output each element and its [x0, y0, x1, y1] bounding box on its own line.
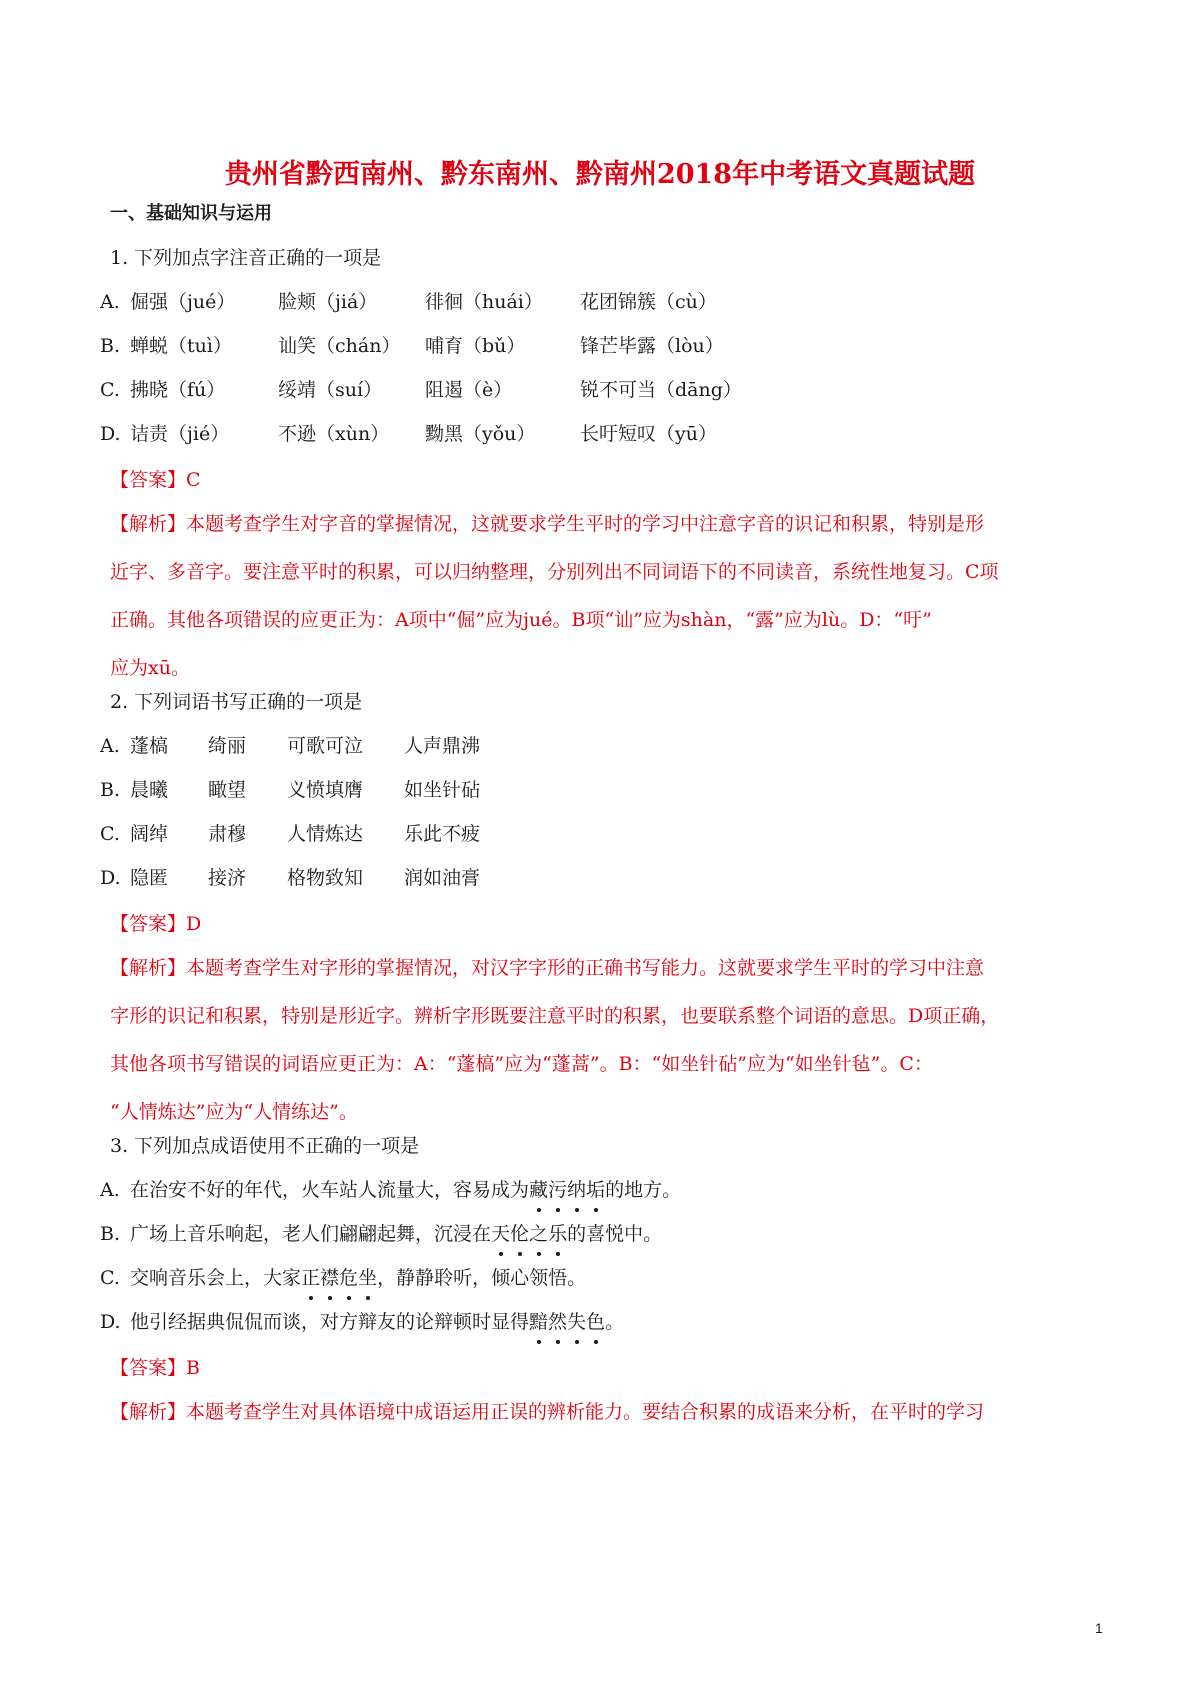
option-b-label: B. — [100, 1223, 121, 1245]
sentence-text: 。 — [605, 1311, 625, 1333]
analysis-tag: 【解析】 — [110, 513, 187, 535]
answer-value: D — [186, 913, 202, 935]
option-a-label: A. — [100, 735, 120, 757]
dotted-character: 正 — [301, 1264, 320, 1292]
sentence-text: 在治安不好的年代，火车站人流量大，容易成为 — [130, 1179, 530, 1201]
analysis-line: “人情炼达”应为“人情练达”。 — [110, 1101, 358, 1123]
dotted-character: 之 — [529, 1220, 548, 1248]
option-a-sentence — [130, 1176, 681, 1204]
sentence-text: ，静静聆听，倾心领悟。 — [377, 1267, 587, 1289]
option-a-item: 倔强（jué） — [130, 291, 236, 313]
dotted-character: 天 — [491, 1220, 510, 1248]
sentence-text: 广场上音乐响起，老人们翩翩起舞，沉浸在 — [130, 1223, 492, 1245]
dotted-idiom — [301, 1267, 377, 1289]
analysis-tag: 【解析】 — [110, 1401, 187, 1423]
option-b-sentence — [130, 1220, 662, 1248]
option-d-item: 润如油膏 — [404, 867, 481, 889]
dotted-character: 黯 — [529, 1308, 548, 1336]
option-d-item: 不逊（xùn） — [278, 423, 390, 445]
question-3-stem: 3. 下列加点成语使用不正确的一项是 — [110, 1135, 420, 1157]
analysis-text: 本题考查学生对字音的掌握情况，这就要求学生平时的学习中注意字音的识记和积累，特别是形 — [186, 513, 985, 535]
option-c-item: 阔绰 — [130, 823, 169, 845]
analysis-line: 其他各项书写错误的词语应更正为：A：“蓬槁”应为“蓬蒿”。B：“如坐针砧”应为“如坐针毡”。C： — [110, 1053, 933, 1075]
dotted-character: 然 — [548, 1308, 567, 1336]
option-d-item: 隐匿 — [130, 867, 169, 889]
dotted-character: 失 — [567, 1308, 586, 1336]
dotted-character: 危 — [339, 1264, 358, 1292]
sentence-text: 的喜悦中。 — [567, 1223, 663, 1245]
option-d-sentence — [130, 1308, 624, 1336]
option-c-item: 乐此不疲 — [404, 823, 481, 845]
answer-tag: 【答案】 — [110, 1357, 187, 1379]
option-c-item: 肃穆 — [208, 823, 247, 845]
dotted-idiom — [529, 1179, 605, 1201]
dotted-character: 纳 — [567, 1176, 586, 1204]
analysis-line: 正确。其他各项错误的应更正为：A项中“倔”应为jué。B项“讪”应为shàn，“露”应为lù。D：“吁” — [110, 609, 932, 631]
option-b-item: 哺育（bǔ） — [425, 335, 526, 357]
option-d-item: 黝黑（yǒu） — [425, 423, 536, 445]
analysis-line — [110, 944, 1100, 992]
option-b-item: 瞰望 — [208, 779, 247, 801]
analysis-text: 本题考查学生对字形的掌握情况，对汉字字形的正确书写能力。这就要求学生平时的学习中注意 — [186, 957, 985, 979]
analysis-line — [110, 1388, 1100, 1436]
question-2-analysis — [110, 944, 1100, 1136]
question-3-analysis — [110, 1388, 1100, 1436]
option-d-item: 格物致知 — [287, 867, 364, 889]
dotted-character: 伦 — [510, 1220, 529, 1248]
option-b-item: 晨曦 — [130, 779, 169, 801]
option-d-label: D. — [100, 1311, 121, 1333]
option-a-item: 人声鼎沸 — [404, 735, 481, 757]
option-a-label: A. — [100, 1179, 120, 1201]
question-2-stem: 2. 下列词语书写正确的一项是 — [110, 691, 363, 713]
option-b-label: B. — [100, 779, 121, 801]
option-c-item: 人情炼达 — [287, 823, 364, 845]
option-d-label: D. — [100, 423, 121, 445]
option-a-item: 花团锦簇（cù） — [580, 291, 717, 313]
option-c-item: 阻遏（è） — [425, 379, 513, 401]
page-number: 1 — [1095, 1620, 1103, 1636]
analysis-line: 字形的识记和积累，特别是形近字。辨析字形既要注意平时的积累，也要联系整个词语的意思。D项正确， — [110, 1005, 1000, 1027]
option-a-item: 绮丽 — [208, 735, 247, 757]
answer-tag: 【答案】 — [110, 469, 187, 491]
question-1-stem: 1. 下列加点字注音正确的一项是 — [110, 247, 382, 269]
option-d-item: 长吁短叹（yū） — [580, 423, 717, 445]
question-3-answer — [110, 1354, 200, 1382]
option-b-item: 锋芒毕露（lòu） — [580, 335, 724, 357]
answer-value: B — [186, 1357, 200, 1379]
document-title: 贵州省黔西南州、黔东南州、黔南州2018年中考语文真题试题 — [224, 159, 976, 190]
question-2-answer — [110, 910, 201, 938]
dotted-character: 藏 — [529, 1176, 548, 1204]
sentence-text: 交响音乐会上，大家 — [130, 1267, 302, 1289]
dotted-character: 色 — [586, 1308, 605, 1336]
option-a-item: 徘徊（huái） — [425, 291, 543, 313]
sentence-text: 他引经据典侃侃而谈，对方辩友的论辩顿时显得 — [130, 1311, 530, 1333]
option-c-label: C. — [100, 823, 120, 845]
option-a-item: 脸颊（jiá） — [278, 291, 378, 313]
option-a-item: 可歌可泣 — [287, 735, 364, 757]
option-a-item: 蓬槁 — [130, 735, 169, 757]
option-b-label: B. — [100, 335, 121, 357]
option-b-item: 义愤填膺 — [287, 779, 364, 801]
answer-value: C — [186, 469, 201, 491]
dotted-idiom — [529, 1311, 605, 1333]
dotted-character: 污 — [548, 1176, 567, 1204]
analysis-line: 应为xū。 — [110, 657, 190, 679]
dotted-character: 坐 — [358, 1264, 377, 1292]
option-b-item: 蝉蜕（tuì） — [130, 335, 232, 357]
dotted-character: 垢 — [586, 1176, 605, 1204]
dotted-character: 襟 — [320, 1264, 339, 1292]
question-1-answer — [110, 466, 201, 494]
option-b-item: 如坐针砧 — [404, 779, 481, 801]
option-c-item: 绥靖（suí） — [278, 379, 383, 401]
option-c-label: C. — [100, 1267, 120, 1289]
question-1-analysis — [110, 500, 1100, 692]
sentence-text: 的地方。 — [605, 1179, 682, 1201]
section-heading: 一、基础知识与运用 — [110, 203, 272, 224]
analysis-line: 近字、多音字。要注意平时的积累，可以归纳整理，分别列出不同词语下的不同读音，系统性地复习。C项 — [110, 561, 999, 583]
option-d-item: 接济 — [208, 867, 247, 889]
analysis-text: 本题考查学生对具体语境中成语运用正误的辨析能力。要结合积累的成语来分析，在平时的学习 — [186, 1401, 985, 1423]
option-c-item: 拂晓（fú） — [130, 379, 226, 401]
option-b-item: 讪笑（chán） — [278, 335, 401, 357]
analysis-tag: 【解析】 — [110, 957, 187, 979]
option-c-sentence — [130, 1264, 586, 1292]
answer-tag: 【答案】 — [110, 913, 187, 935]
option-c-item: 锐不可当（dāng） — [580, 379, 742, 401]
option-c-label: C. — [100, 379, 120, 401]
analysis-line — [110, 500, 1100, 548]
option-d-label: D. — [100, 867, 121, 889]
dotted-character: 乐 — [548, 1220, 567, 1248]
option-a-label: A. — [100, 291, 120, 313]
dotted-idiom — [491, 1223, 567, 1245]
option-d-item: 诘责（jié） — [130, 423, 230, 445]
